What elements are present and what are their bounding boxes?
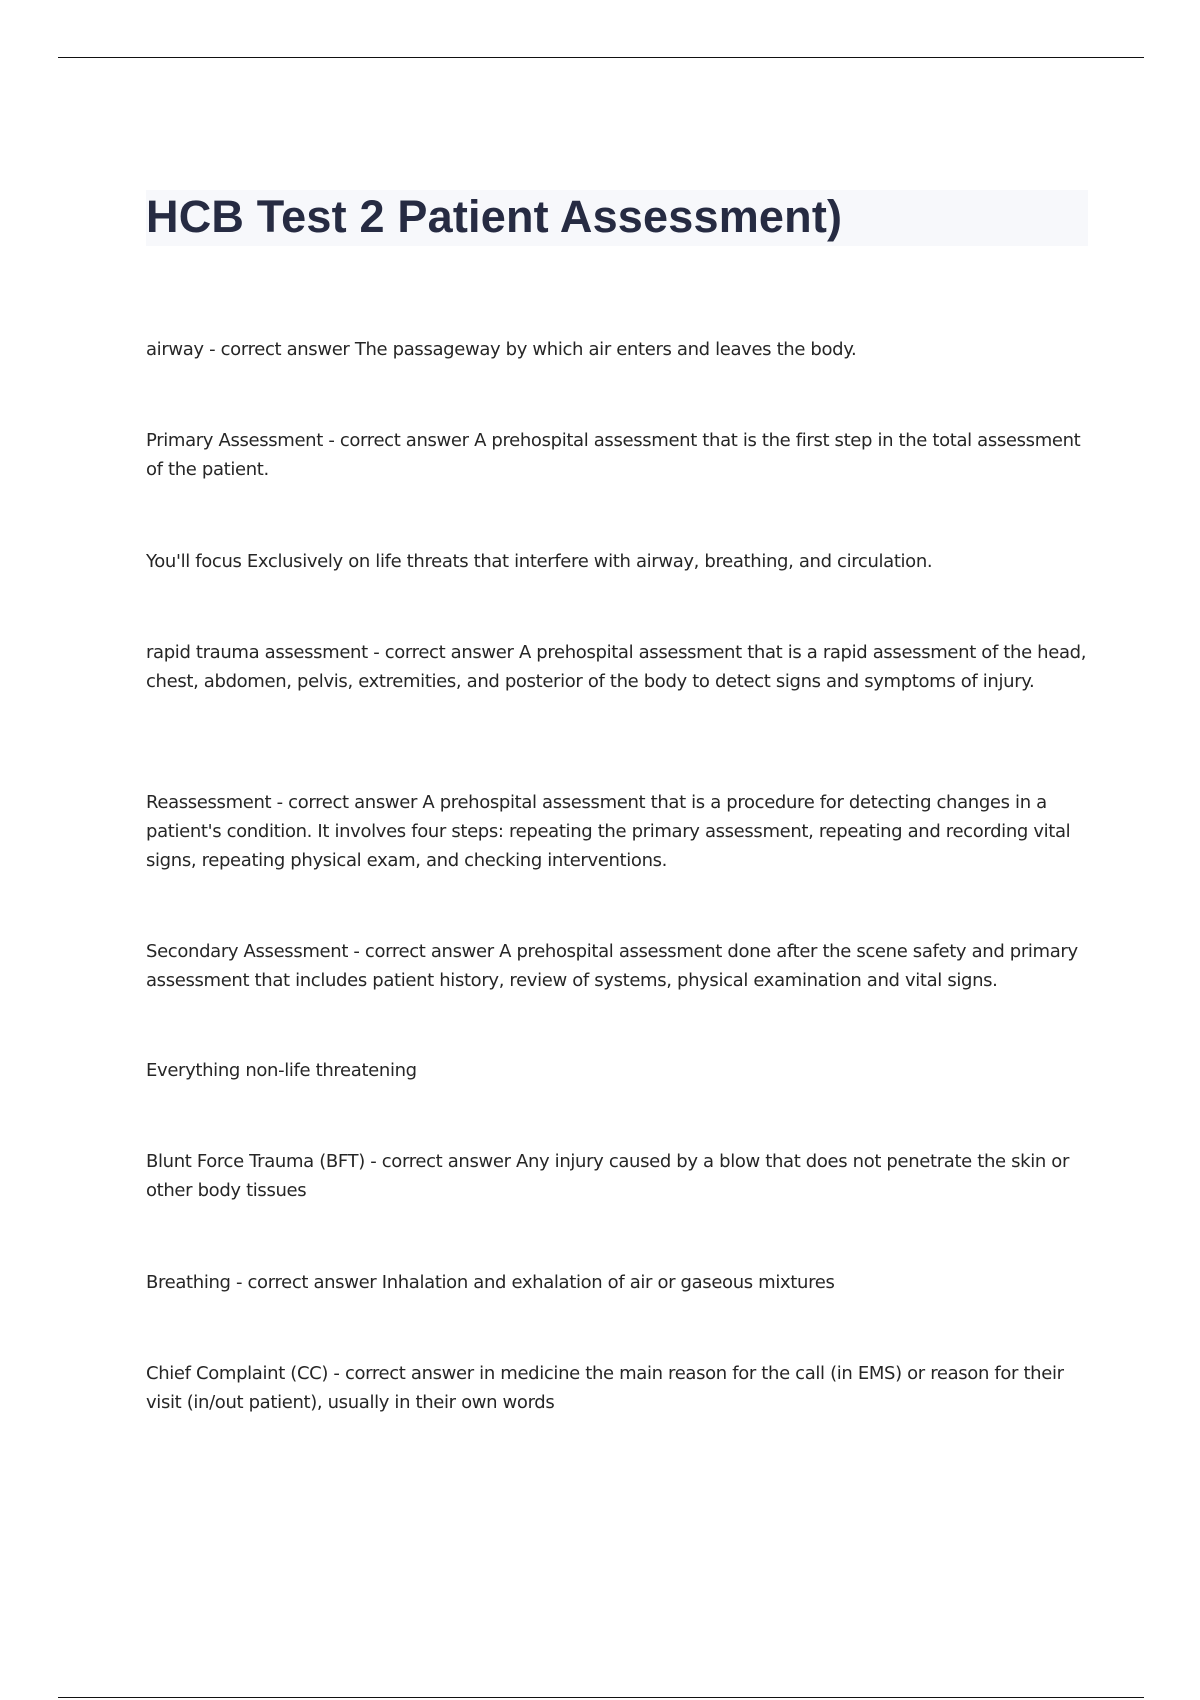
definition-entry-breathing: Breathing - correct answer Inhalation and exhalation of air or gaseous mixtures	[146, 1272, 835, 1293]
definition-entry-primary-focus-note: You'll focus Exclusively on life threats that interfere with airway, breathing, and circulation.	[146, 551, 933, 572]
definition-entry-reassessment: Reassessment - correct answer A prehospital assessment that is a procedure for detecting changes in a patient's condition. It involves four steps: repeating the primary assessment, repeating and recording vital signs, repeating physical exam, and checking interventions.	[146, 792, 1071, 871]
definition-entry-rapid-trauma-assessment: rapid trauma assessment - correct answer A prehospital assessment that is a rapid assessment of the head, chest, abdomen, pelvis, extremities, and posterior of the body to detect signs and symptoms of injury.	[146, 642, 1087, 692]
definition-entry-blunt-force-trauma: Blunt Force Trauma (BFT) - correct answer Any injury caused by a blow that does not penetrate the skin or other body tissues	[146, 1151, 1070, 1201]
title-banner	[146, 190, 1088, 246]
definition-entry-secondary-assessment: Secondary Assessment - correct answer A prehospital assessment done after the scene safety and primary assessment that includes patient history, review of systems, physical examination and vital signs.	[146, 941, 1078, 991]
page-title: HCB Test 2 Patient Assessment)	[146, 191, 843, 242]
bottom-rule	[58, 1697, 1144, 1698]
top-rule	[58, 57, 1144, 58]
definition-entry-secondary-focus-note: Everything non-life threatening	[146, 1060, 417, 1081]
definition-entry-airway: airway - correct answer The passageway by which air enters and leaves the body.	[146, 339, 857, 360]
definition-entry-chief-complaint: Chief Complaint (CC) - correct answer in medicine the main reason for the call (in EMS) or reason for their visit (in/out patient), usually in their own words	[146, 1363, 1064, 1413]
definition-entry-primary-assessment: Primary Assessment - correct answer A prehospital assessment that is the first step in the total assessment of the patient.	[146, 430, 1081, 480]
